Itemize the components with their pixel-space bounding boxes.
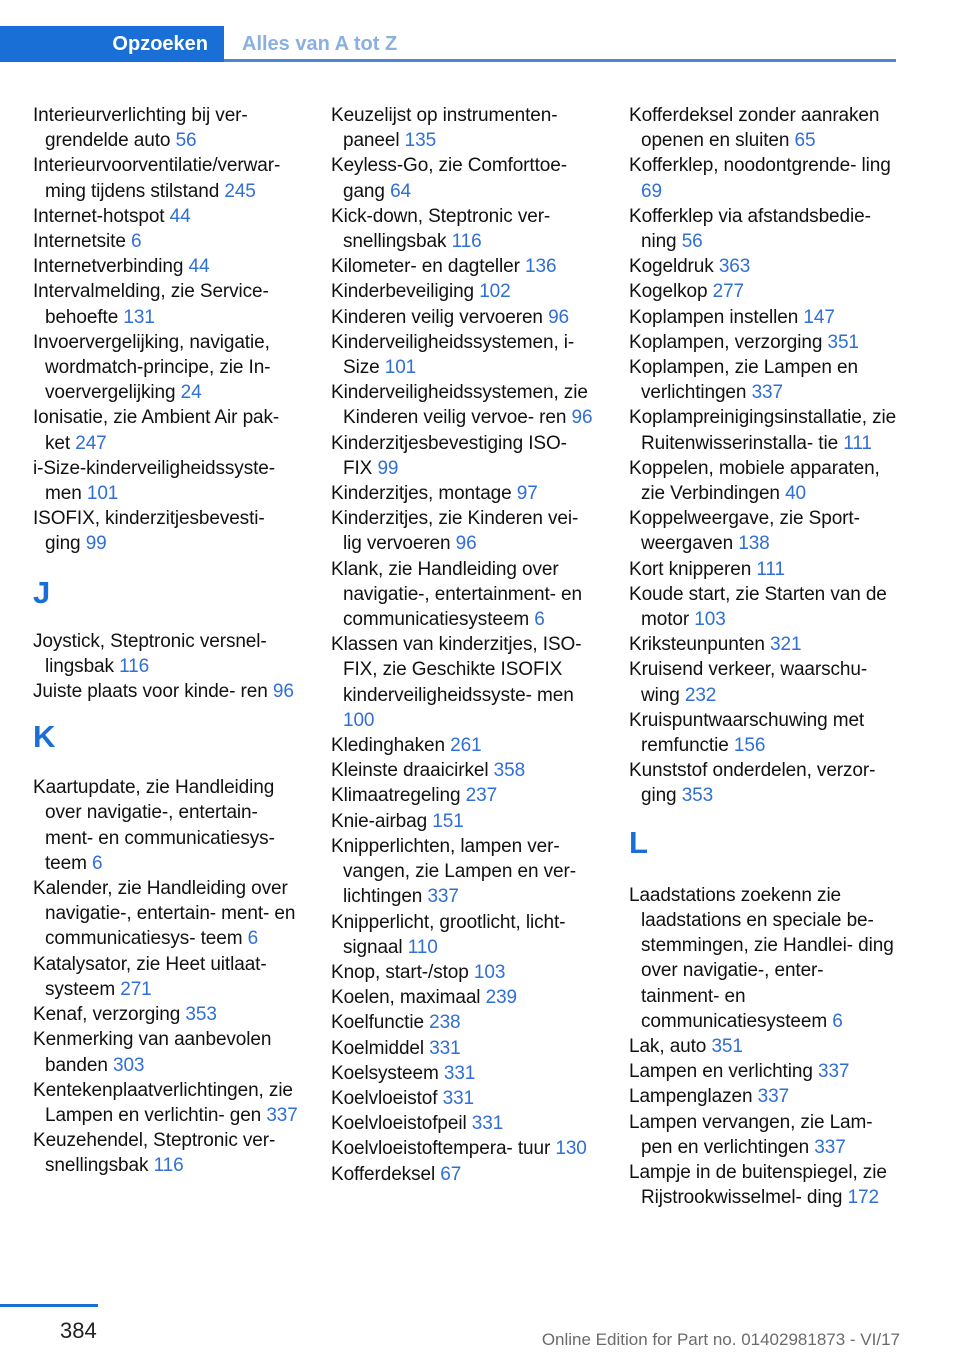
- index-entry-text: Kleinste draaicirkel: [331, 760, 489, 782]
- index-entry: [331, 783, 599, 808]
- page-link[interactable]: 6: [131, 231, 142, 253]
- index-entry-text: Kalender, zie Handleiding over navigatie-, entertain- ment- en communicatiesys- teem: [33, 878, 296, 950]
- page-link[interactable]: 67: [440, 1163, 462, 1185]
- index-entry: [33, 1027, 301, 1077]
- index-column-1: [33, 103, 301, 1179]
- page-link[interactable]: 247: [75, 432, 107, 454]
- index-entry: [331, 204, 599, 254]
- index-entry: [331, 380, 599, 430]
- index-entry: [629, 405, 897, 455]
- index-entry-text: Klimaatregeling: [331, 785, 461, 807]
- page-link[interactable]: 56: [681, 231, 703, 253]
- page-link[interactable]: 101: [86, 483, 119, 505]
- index-entry: [33, 952, 301, 1002]
- page-link[interactable]: 239: [485, 987, 518, 1009]
- index-entry-text: Koelen, maximaal: [331, 987, 481, 1009]
- index-entry: [33, 775, 301, 876]
- index-entry: [33, 153, 301, 203]
- index-entry-text: Laadstations zoekenn zie laadstations en speciale be- stemmingen, zie Handlei- ding over navigatie-, enter- tainment- en communicatiesysteem: [629, 884, 894, 1032]
- index-entry-text: Lak, auto: [629, 1035, 707, 1057]
- index-entry: [331, 1010, 599, 1035]
- index-entry-text: Kruispuntwaarschuwing met remfunctie: [629, 709, 865, 757]
- index-entry-text: Kofferklep via afstandsbedie- ning: [629, 205, 871, 253]
- page-link[interactable]: 6: [832, 1010, 843, 1032]
- index-column-2: [331, 103, 599, 1187]
- page-link[interactable]: 353: [185, 1004, 217, 1026]
- index-entry-text: Kort knipperen: [629, 558, 752, 580]
- index-entry-text: Intervalmelding, zie Service- behoefte: [33, 281, 269, 328]
- index-entry: [629, 758, 897, 808]
- index-entry: [33, 330, 301, 406]
- index-entry-text: Katalysator, zie Heet uitlaat- systeem: [33, 953, 267, 1000]
- index-entry: [33, 1078, 301, 1128]
- page-link[interactable]: 116: [451, 231, 482, 253]
- index-entry-text: Internetverbinding: [33, 256, 184, 278]
- index-entry: [629, 153, 897, 203]
- page-link[interactable]: 102: [479, 281, 511, 303]
- index-entry: [331, 1162, 599, 1187]
- page-link[interactable]: 24: [180, 382, 202, 404]
- page-link[interactable]: 131: [123, 306, 155, 328]
- page-link[interactable]: 69: [641, 180, 662, 202]
- page-link[interactable]: 6: [534, 609, 545, 631]
- index-entry-text: Interieurvoorventilatie/verwar- ming tijdens stilstand: [33, 155, 281, 202]
- index-entry-text: Kogeldruk: [629, 256, 714, 278]
- index-entry-text: Koelvloeistoftempera- tuur: [331, 1138, 551, 1160]
- index-entry: [629, 557, 897, 582]
- index-entry: [331, 910, 599, 960]
- index-entry-text: Keuzehendel, Steptronic ver- snellingsbak: [33, 1130, 276, 1177]
- page-link[interactable]: 96: [455, 533, 477, 555]
- page-link[interactable]: 96: [571, 407, 593, 429]
- index-entry-text: Lampen vervangen, zie Lam- pen en verlichtingen: [629, 1111, 873, 1158]
- page-link[interactable]: 136: [525, 256, 557, 278]
- header-divider: [224, 59, 896, 62]
- index-entry: [331, 960, 599, 985]
- page-link[interactable]: 56: [175, 130, 197, 152]
- page-link[interactable]: 156: [733, 735, 766, 757]
- index-entry-text: Kinderzitjesbevestiging ISO- FIX: [331, 432, 567, 479]
- index-entry: [629, 1110, 897, 1160]
- page-link[interactable]: 172: [847, 1187, 879, 1209]
- page-link[interactable]: 138: [738, 533, 770, 555]
- index-entry-text: Koelsysteem: [331, 1062, 439, 1084]
- page-link[interactable]: 351: [827, 331, 859, 353]
- index-entry: [33, 204, 301, 229]
- index-entry: [331, 506, 599, 556]
- edition-note: Online Edition for Part no. 01402981873 - VI/17: [541, 1330, 900, 1349]
- header-bar: [0, 26, 896, 62]
- page-link[interactable]: 6: [92, 852, 103, 874]
- index-entry-text: Klassen van kinderzitjes, ISO- FIX, zie Geschikte ISOFIX kinderveiligheidssyste- men: [331, 634, 582, 706]
- index-entry: [331, 1136, 599, 1161]
- index-entry: [331, 809, 599, 834]
- page-link[interactable]: 40: [785, 483, 807, 505]
- index-entry: [331, 254, 599, 279]
- index-entry: [629, 1059, 897, 1084]
- page-link[interactable]: 100: [343, 709, 375, 731]
- page-link[interactable]: 103: [473, 961, 506, 983]
- index-entry: [331, 1111, 599, 1136]
- index-entry-text: Kinderzitjes, montage: [331, 483, 512, 505]
- index-entry-text: Knipperlicht, grootlicht, licht- signaal: [331, 911, 566, 958]
- index-entry: [629, 1034, 897, 1059]
- page-link[interactable]: 337: [757, 1086, 790, 1108]
- page-link[interactable]: 97: [516, 483, 538, 505]
- index-entry-text: Lampje in de buitenspiegel, zie Rijstrookwisselmel- ding: [629, 1161, 887, 1209]
- index-entry-text: Knop, start-/stop: [331, 961, 469, 983]
- index-entry-text: Kenmerking van aanbevolen banden: [33, 1029, 272, 1076]
- index-entry-text: Kogelkop: [629, 281, 708, 303]
- index-entry-text: Lampenglazen: [629, 1086, 753, 1108]
- page-link[interactable]: 147: [803, 306, 835, 328]
- index-entry: [331, 985, 599, 1010]
- index-entry: [331, 834, 599, 910]
- index-entry-text: Kinderzitjes, zie Kinderen vei- lig vervoeren: [331, 508, 579, 555]
- page-link[interactable]: 110: [407, 936, 438, 958]
- page-link[interactable]: 337: [266, 1104, 298, 1126]
- index-entry-text: Joystick, Steptronic versnel- lingsbak: [33, 630, 267, 677]
- index-entry-text: Klank, zie Handleiding over navigatie-, entertainment- en communicatiesysteem: [331, 558, 582, 631]
- page-link[interactable]: 151: [432, 810, 464, 832]
- index-entry-text: Koplampen instellen: [629, 306, 799, 328]
- index-entry: [331, 557, 599, 633]
- index-entry: [629, 279, 897, 304]
- index-entry-text: Internet-hotspot: [33, 205, 165, 227]
- index-entry-text: ISOFIX, kinderzitjesbevesti- ging: [33, 508, 265, 555]
- index-entry: [33, 1128, 301, 1178]
- index-entry: [629, 456, 897, 506]
- page-link[interactable]: 96: [548, 306, 570, 328]
- index-column-3: [629, 103, 897, 1210]
- index-entry: [33, 876, 301, 952]
- page-link[interactable]: 331: [471, 1113, 504, 1135]
- page-link[interactable]: 337: [817, 1061, 850, 1083]
- index-entry-text: Koelvloeistof: [331, 1087, 438, 1109]
- index-entry: [629, 1084, 897, 1109]
- index-entry-text: Koude start, zie Starten van de motor: [629, 583, 887, 631]
- page-link[interactable]: 116: [119, 655, 150, 677]
- index-entry: [331, 103, 599, 153]
- page-link[interactable]: 237: [465, 785, 498, 807]
- section-letter-k: K: [33, 719, 56, 755]
- index-entry: [33, 629, 301, 679]
- index-entry-text: i-Size-kinderveiligheidssyste- men: [33, 457, 275, 505]
- index-entry-text: Koelfunctie: [331, 1012, 424, 1034]
- page-link[interactable]: 331: [443, 1062, 476, 1084]
- page-link[interactable]: 271: [120, 978, 152, 1000]
- index-entry: [629, 632, 897, 657]
- index-entry: [629, 355, 897, 405]
- page-link[interactable]: 64: [390, 180, 411, 202]
- index-entry: [629, 1160, 897, 1210]
- index-entry-text: Interieurverlichting bij ver- grendelde auto: [33, 105, 248, 152]
- tab-opzoeken[interactable]: Opzoeken: [0, 26, 224, 62]
- index-entry: [33, 405, 301, 455]
- page-link[interactable]: 96: [272, 681, 294, 703]
- index-entry: [629, 254, 897, 279]
- index-entry: [331, 481, 599, 506]
- index-entry: [33, 103, 301, 153]
- page-link[interactable]: 116: [153, 1155, 184, 1177]
- index-entry: [331, 758, 599, 783]
- index-entry: [629, 305, 897, 330]
- index-entry-text: Kinderen veilig vervoeren: [331, 306, 543, 328]
- index-entry: [331, 305, 599, 330]
- index-entry: [331, 733, 599, 758]
- index-entry: [331, 632, 599, 733]
- tab-alles-van-a-tot-z[interactable]: Alles van A tot Z: [242, 32, 398, 55]
- index-entry: [331, 330, 599, 380]
- index-entry: [33, 254, 301, 279]
- page-link[interactable]: 245: [224, 180, 256, 202]
- index-entry-text: Invoervergelijking, navigatie, wordmatch-principe, zie In- voervergelijking: [33, 331, 271, 404]
- section-letter-l: L: [629, 824, 648, 860]
- index-entry-text: Koppelen, mobiele apparaten, zie Verbindingen: [629, 457, 880, 505]
- page-link[interactable]: 99: [377, 457, 399, 479]
- index-entry-text: Knie-airbag: [331, 810, 428, 832]
- page-link[interactable]: 101: [384, 357, 417, 379]
- page-link[interactable]: 44: [188, 256, 210, 278]
- index-entry: [331, 1086, 599, 1111]
- index-entry-text: Kruisend verkeer, waarschu- wing: [629, 659, 868, 706]
- index-entry-text: Kunststof onderdelen, verzor- ging: [629, 760, 876, 807]
- index-entry-text: Kinderbeveiliging: [331, 281, 475, 303]
- footer-accent-line: [0, 1304, 98, 1307]
- index-entry-text: Kriksteunpunten: [629, 634, 765, 656]
- page-link[interactable]: 337: [814, 1136, 846, 1158]
- index-entry: [331, 1061, 599, 1086]
- index-entry-text: Kick-down, Steptronic ver- snellingsbak: [331, 205, 551, 253]
- index-entry-text: Koelvloeistofpeil: [331, 1113, 467, 1135]
- index-entry-text: Kentekenplaatverlichtingen, zie Lampen en verlichtin- gen: [33, 1079, 293, 1126]
- index-entry: [331, 1036, 599, 1061]
- section-letter-j: J: [33, 574, 51, 610]
- index-entry-text: Kofferdeksel zonder aanraken openen en sluiten: [629, 105, 880, 152]
- index-entry-text: Kenaf, verzorging: [33, 1004, 181, 1026]
- index-entry-text: Kofferdeksel: [331, 1163, 436, 1185]
- page-link[interactable]: 6: [247, 928, 259, 950]
- index-entry: [33, 229, 301, 254]
- index-entry-text: Keyless-Go, zie Comforttoe- gang: [331, 155, 567, 202]
- index-entry: [331, 431, 599, 481]
- index-entry: [629, 582, 897, 632]
- page-link[interactable]: 358: [493, 760, 526, 782]
- index-entry-text: Kaartupdate, zie Handleiding over navigatie-, entertain- ment- en communicatiesys- teem: [33, 777, 275, 874]
- index-entry-text: Koplampen, verzorging: [629, 331, 823, 353]
- page-link[interactable]: 65: [794, 130, 816, 152]
- page-link[interactable]: 111: [843, 432, 872, 454]
- index-entry-text: Ionisatie, zie Ambient Air pak- ket: [33, 407, 280, 454]
- page-link[interactable]: 331: [429, 1037, 461, 1059]
- index-entry-text: Koplampen, zie Lampen en verlichtingen: [629, 357, 858, 404]
- page-link[interactable]: 337: [751, 382, 783, 404]
- index-entry: [629, 883, 897, 1034]
- page-link[interactable]: 321: [770, 634, 802, 656]
- index-entry-text: Kofferklep, noodontgrende- ling: [629, 155, 891, 177]
- page-link[interactable]: 353: [681, 785, 714, 807]
- index-entry: [33, 279, 301, 329]
- index-entry-text: Koplampreinigingsinstallatie, zie Ruitenwisserinstalla- tie: [629, 407, 897, 454]
- index-entry: [629, 708, 897, 758]
- index-entry-text: Knipperlichten, lampen ver- vangen, zie Lampen en ver- lichtingen: [331, 835, 576, 908]
- index-entry: [33, 1002, 301, 1027]
- page-link[interactable]: 130: [555, 1138, 587, 1160]
- page-link[interactable]: 363: [718, 256, 751, 278]
- page-link[interactable]: 261: [450, 735, 482, 757]
- index-entry: [629, 330, 897, 355]
- index-entry: [629, 103, 897, 153]
- index-entry-text: Kledinghaken: [331, 735, 445, 757]
- page-link[interactable]: 303: [113, 1054, 145, 1076]
- index-entry: [331, 279, 599, 304]
- index-entry-text: Kinderveiligheidssystemen, i- Size: [331, 331, 575, 379]
- index-entry: [33, 506, 301, 556]
- index-entry: [629, 204, 897, 254]
- page-link[interactable]: 44: [169, 205, 191, 227]
- index-entry-text: Lampen en verlichting: [629, 1061, 813, 1083]
- page-number: 384: [60, 1318, 97, 1343]
- page-link[interactable]: 111: [756, 558, 785, 580]
- index-entry-text: Internetsite: [33, 231, 126, 253]
- page-link[interactable]: 232: [684, 684, 717, 706]
- page-link[interactable]: 331: [442, 1087, 475, 1109]
- index-entry: [33, 679, 301, 704]
- index-entry-text: Juiste plaats voor kinde- ren: [33, 681, 268, 703]
- index-entry: [331, 153, 599, 203]
- index-entry-text: Koppelweergave, zie Sport- weergaven: [629, 508, 860, 555]
- index-entry: [629, 657, 897, 707]
- index-entry-text: Kilometer- en dagteller: [331, 256, 520, 278]
- index-entry-text: Keuzelijst op instrumenten- paneel: [331, 105, 558, 152]
- index-entry: [33, 456, 301, 506]
- page-link[interactable]: 351: [711, 1035, 743, 1057]
- page-link[interactable]: 337: [427, 886, 459, 908]
- index-entry-text: Koelmiddel: [331, 1037, 424, 1059]
- page-link[interactable]: 238: [429, 1012, 461, 1034]
- page-link[interactable]: 99: [85, 533, 107, 555]
- index-entry-text: Kinderveiligheidssystemen, zie Kinderen veilig vervoe- ren: [331, 382, 588, 429]
- page-link[interactable]: 277: [712, 281, 745, 303]
- page-link[interactable]: 135: [404, 130, 437, 152]
- page-link[interactable]: 103: [694, 609, 726, 631]
- index-entry: [629, 506, 897, 556]
